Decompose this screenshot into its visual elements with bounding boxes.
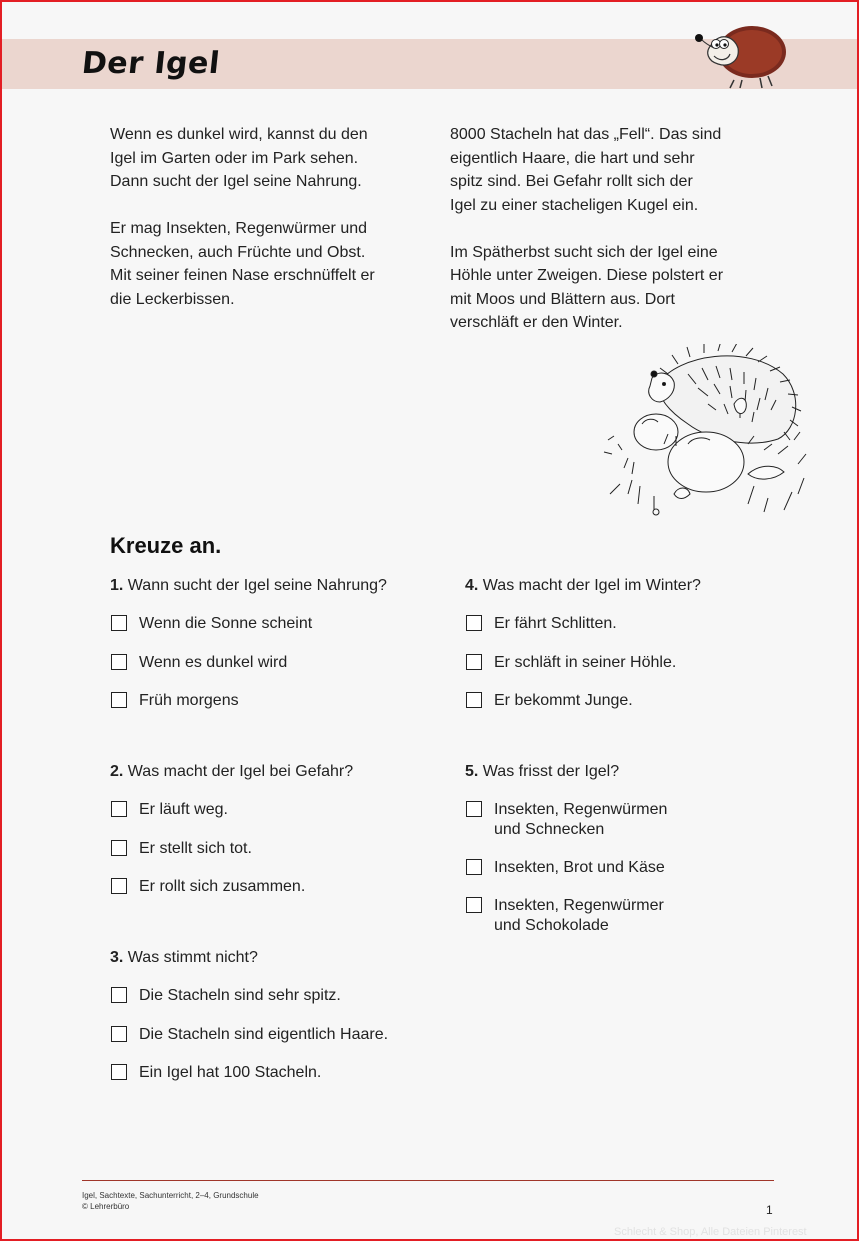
option-label: Die Stacheln sind sehr spitz. xyxy=(139,987,341,1004)
option-label: Früh morgens xyxy=(139,692,239,709)
checkbox[interactable] xyxy=(111,1026,127,1042)
answer-option[interactable] xyxy=(110,800,450,820)
answer-option[interactable] xyxy=(110,1025,450,1045)
intro-left-column xyxy=(110,123,440,335)
option-label: Er fährt Schlitten. xyxy=(494,615,617,632)
answer-option[interactable] xyxy=(465,858,805,878)
option-label: Insekten, Brot und Käse xyxy=(494,858,665,876)
text-line: Im Spätherbst sucht sich der Igel eine xyxy=(450,243,718,261)
question-3 xyxy=(110,948,450,1083)
intro-right-column xyxy=(450,123,770,358)
option-label: Er schläft in seiner Höhle. xyxy=(494,653,677,671)
option-label: Ein Igel hat 100 Stacheln. xyxy=(139,1064,322,1081)
checkbox[interactable] xyxy=(466,897,482,913)
option-label: Insekten, Regenwürmen xyxy=(494,801,668,818)
text-line: Schnecken, auch Früchte und Obst. xyxy=(110,243,366,261)
question-text: Was macht der Igel bei Gefahr? xyxy=(127,763,354,780)
footer-credits xyxy=(82,1190,259,1212)
text-line: 8000 Stacheln hat das „Fell“. Das sind xyxy=(450,126,722,143)
answer-option[interactable] xyxy=(110,614,450,634)
exercise-heading: Kreuze an. xyxy=(110,533,222,558)
option-label: Wenn die Sonne scheint xyxy=(139,615,313,632)
question-title xyxy=(110,576,450,596)
question-text: Was frisst der Igel? xyxy=(482,763,620,780)
answer-option[interactable] xyxy=(465,614,805,634)
text-line: spitz sind. Bei Gefahr rollt sich der xyxy=(450,173,693,190)
answer-option[interactable] xyxy=(465,896,805,935)
page-number: 1 xyxy=(766,1203,773,1217)
intro-paragraph xyxy=(450,123,770,217)
question-number: 2. xyxy=(110,763,124,780)
question-number: 4. xyxy=(465,577,479,594)
checkbox[interactable] xyxy=(466,615,482,631)
question-2 xyxy=(110,762,450,897)
intro-paragraph xyxy=(110,123,440,194)
question-1 xyxy=(110,576,450,711)
answer-option[interactable] xyxy=(465,691,805,711)
hedgehog-logo-icon xyxy=(690,14,790,90)
answer-option[interactable] xyxy=(110,653,450,673)
checkbox[interactable] xyxy=(111,987,127,1003)
footer-line-1: Igel, Sachtexte, Sachunterricht, 2–4, Grundschule xyxy=(82,1191,259,1200)
option-label: Die Stacheln sind eigentlich Haare. xyxy=(139,1025,389,1043)
question-number: 5. xyxy=(465,763,479,780)
question-5 xyxy=(465,762,805,935)
checkbox[interactable] xyxy=(111,654,127,670)
option-label: Er bekommt Junge. xyxy=(494,692,633,709)
checkbox[interactable] xyxy=(111,801,127,817)
checkbox[interactable] xyxy=(111,1064,127,1080)
question-title xyxy=(110,762,450,782)
checkbox[interactable] xyxy=(466,801,482,817)
text-line: Igel im Garten oder im Park sehen. xyxy=(110,149,359,167)
text-line: verschläft er den Winter. xyxy=(450,314,623,331)
footer-divider xyxy=(82,1180,774,1181)
option-label: Insekten, Regenwürmer xyxy=(494,897,664,914)
question-title xyxy=(465,576,805,596)
answer-option[interactable] xyxy=(110,1063,450,1083)
text-line: mit Moos und Blättern aus. Dort xyxy=(450,290,675,308)
question-title xyxy=(110,948,450,968)
intro-paragraph xyxy=(450,241,770,335)
checkbox[interactable] xyxy=(466,859,482,875)
option-label: und Schnecken xyxy=(494,820,605,838)
answer-option[interactable] xyxy=(110,986,450,1006)
text-line: Mit seiner feinen Nase erschnüffelt er xyxy=(110,267,375,284)
text-line: Höhle unter Zweigen. Diese polstert er xyxy=(450,267,724,284)
option-label: Er läuft weg. xyxy=(139,801,228,818)
footer-line-2: © Lehrerbüro xyxy=(82,1202,130,1211)
question-number: 1. xyxy=(110,577,124,594)
option-label: und Schokolade xyxy=(494,916,609,934)
answer-option[interactable] xyxy=(465,800,805,839)
option-label: Wenn es dunkel wird xyxy=(139,653,288,671)
checkbox[interactable] xyxy=(111,615,127,631)
answer-option[interactable] xyxy=(110,877,450,897)
watermark: Schlecht & Shop, Alle Dateien Pinterest xyxy=(614,1226,807,1238)
answer-option[interactable] xyxy=(110,691,450,711)
checkbox[interactable] xyxy=(111,692,127,708)
checkbox[interactable] xyxy=(111,840,127,856)
checkbox[interactable] xyxy=(466,692,482,708)
option-label: Er rollt sich zusammen. xyxy=(139,878,306,895)
question-text: Was stimmt nicht? xyxy=(127,949,258,966)
text-line: Wenn es dunkel wird, kannst du den xyxy=(110,126,368,143)
text-line: die Leckerbissen. xyxy=(110,290,235,308)
page-title: Der Igel xyxy=(80,46,222,81)
text-line: Igel zu einer stacheligen Kugel ein. xyxy=(450,196,699,214)
question-text: Was macht der Igel im Winter? xyxy=(482,577,701,594)
checkbox[interactable] xyxy=(466,654,482,670)
answer-option[interactable] xyxy=(465,653,805,673)
checkbox[interactable] xyxy=(111,878,127,894)
question-4 xyxy=(465,576,805,711)
intro-paragraph xyxy=(110,217,440,311)
text-line: Dann sucht der Igel seine Nahrung. xyxy=(110,173,362,190)
question-number: 3. xyxy=(110,949,124,966)
question-text: Wann sucht der Igel seine Nahrung? xyxy=(127,577,387,594)
answer-option[interactable] xyxy=(110,839,450,859)
text-line: Er mag Insekten, Regenwürmer und xyxy=(110,220,368,237)
option-label: Er stellt sich tot. xyxy=(139,839,252,857)
question-title xyxy=(465,762,805,782)
hedgehog-illustration-icon xyxy=(598,344,814,524)
text-line: eigentlich Haare, die hart und sehr xyxy=(450,149,695,167)
